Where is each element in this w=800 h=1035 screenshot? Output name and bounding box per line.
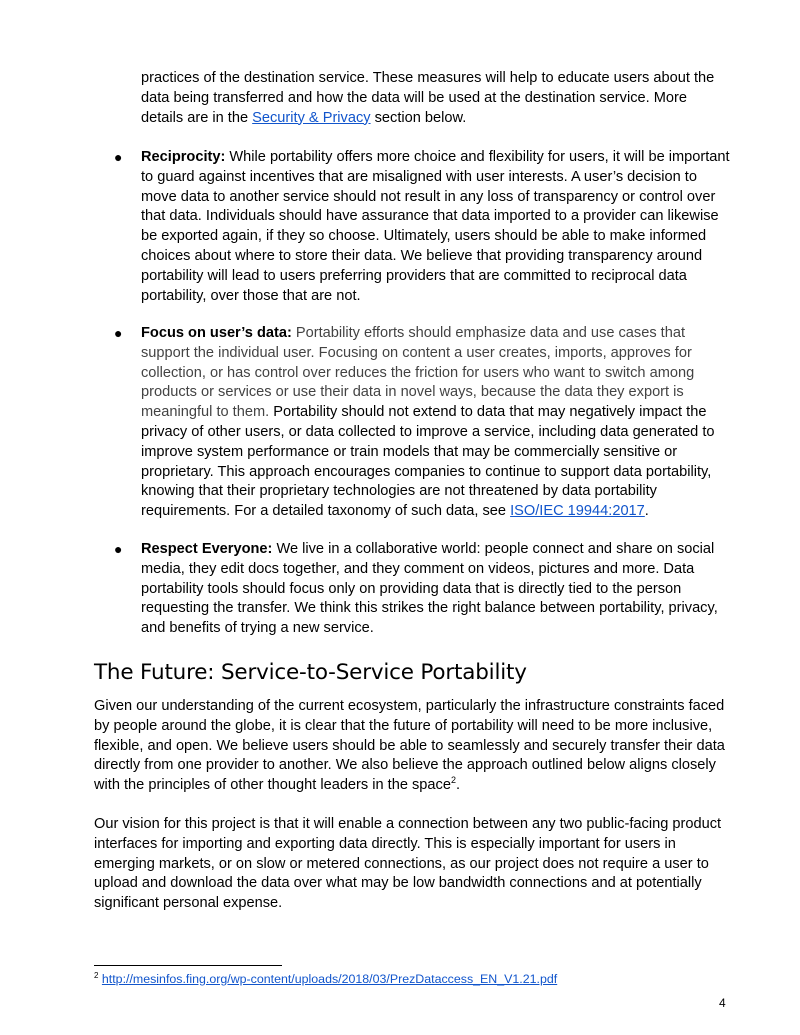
respect-text: We live in a collaborative world: people connect and share on social media, they edit docs together, and they comment on videos, pictures and more. Data portability tools should focus only on providing data that is directly tied to the person requesting the transfer. We think this strikes the right balance between portability, privacy, and benefits of trying a new service.: [141, 541, 718, 637]
bullet-marker: ●: [114, 541, 123, 557]
respect-bullet: [141, 540, 733, 639]
intro-text: practices of the destination service. These measures will help to educate users about the data being transferred and how the data will be used at the destination service. More details are in the: [141, 70, 715, 126]
reciprocity-text: While portability offers more choice and flexibility for users, it will be important to guard against incentives that are misaligned with user interests. A user’s decision to move data to another service should not result in any loss of transparency or control over that data. Individuals should have assurance that data imported to a provider can likewise be exported again, if they so choose. Ultimately, users should be able to make informed choices about where to store their data. We believe that providing transparency around portability will lead to users preferring providers that are committed to reciprocal data portability, over those that are not.: [141, 149, 730, 304]
section-para1-text: Given our understanding of the current ecosystem, particularly the infrastructure constraints faced by people around the globe, it is clear that the future of portability will need to be more inclusive, flexible, and open. We believe users should be able to seamlessly and securely transfer their data directly from one provider to another. We also believe the approach outlined below aligns closely with the principles of other thought leaders in the space: [94, 698, 725, 794]
footnote-number: 2: [94, 970, 99, 980]
footnote-url-link[interactable]: http://mesinfos.fing.org/wp-content/uploads/2018/03/PrezDataccess_EN_V1.21.pdf: [101, 972, 558, 986]
section-para1-end: .: [455, 777, 461, 794]
section-heading: The Future: Service-to-Service Portability: [94, 660, 527, 685]
bullet-marker: ●: [114, 325, 123, 341]
focus-gray-text: Portability efforts should emphasize data and use cases that support the individual user. Focusing on content a user creates, imports, approves for collection, or has control over reduces the friction for users who want to switch among products or services or use their data in novel ways, because the data they export is meaningful to them.: [141, 325, 695, 421]
section-paragraph-2: Our vision for this project is that it will enable a connection between any two public-facing product interfaces for importing and exporting data directly. This is especially important for users in emerging markets, or on slow or metered connections, as our project does not require a user to upload and download the data over what may be low bandwidth connections and at potentially significant personal expense.: [94, 816, 722, 912]
footnote-divider: [94, 965, 282, 966]
focus-bullet: [141, 324, 733, 522]
page-number: 4: [719, 996, 726, 1010]
focus-text: Portability should not extend to data that may negatively impact the privacy of other users, or data collected to improve a service, including data generated to improve system performance or train models that may be commercially sensitive or proprietary. This approach encourages companies to continue to support data portability, knowing that their proprietary technologies are not threatened by data portability requirements. For a detailed taxonomy of such data, see: [141, 404, 715, 520]
intro-paragraph: [141, 69, 731, 128]
footnote-ref[interactable]: 2: [450, 775, 456, 786]
focus-heading: Focus on user’s data:: [141, 325, 292, 341]
intro-text-end: section below.: [370, 109, 467, 126]
respect-heading: Respect Everyone:: [141, 541, 273, 557]
footnote: [94, 971, 557, 987]
focus-end: .: [644, 503, 649, 520]
section-paragraph-1: [94, 697, 734, 796]
iso-iec-link[interactable]: ISO/IEC 19944:2017: [510, 503, 645, 520]
bullet-marker: ●: [114, 149, 123, 165]
security-privacy-link[interactable]: Security & Privacy: [252, 109, 371, 126]
reciprocity-bullet: [141, 148, 733, 306]
reciprocity-heading: Reciprocity:: [141, 149, 226, 165]
